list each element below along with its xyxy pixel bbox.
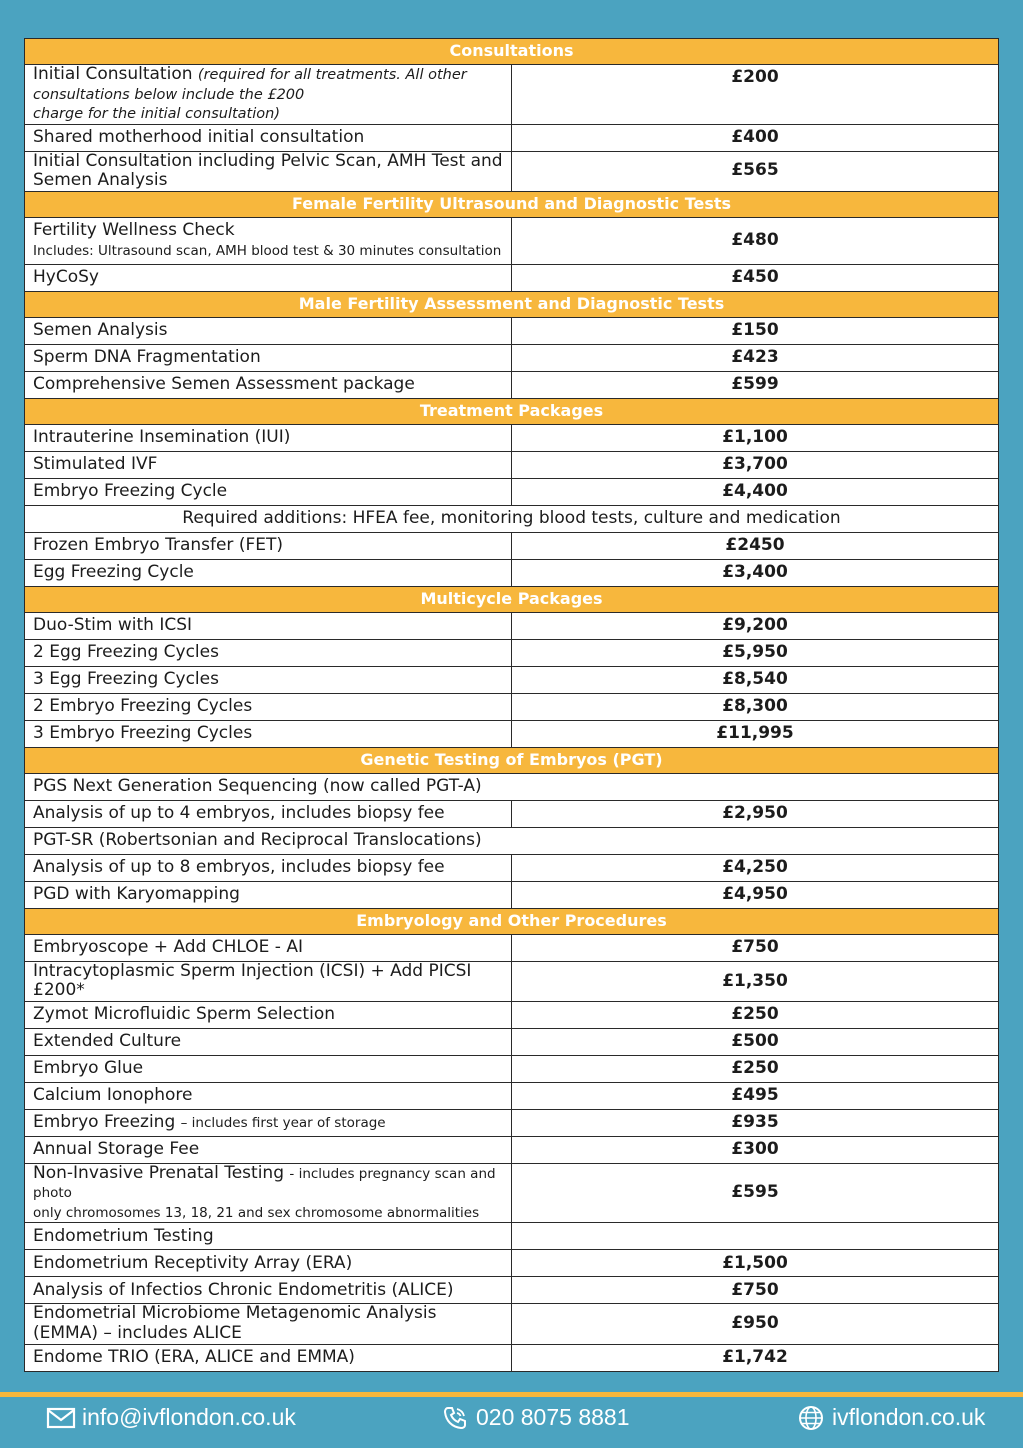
item-label: PGS Next Generation Sequencing (now called PGT-A) — [25, 773, 999, 800]
section-header-female: Female Fertility Ultrasound and Diagnostic Tests — [25, 191, 999, 217]
item-price: £750 — [512, 934, 999, 961]
item-label: Egg Freezing Cycle — [25, 559, 512, 586]
table-row — [25, 151, 999, 191]
item-price: £200 — [512, 65, 999, 125]
item-label: Zymot Microfluidic Sperm Selection — [25, 1001, 512, 1028]
item-price: £1,500 — [512, 1250, 999, 1277]
item-price: £935 — [512, 1109, 999, 1136]
table-row — [25, 1001, 999, 1028]
item-label: Embryo Freezing — [33, 1112, 176, 1133]
section-header-treatment: Treatment Packages — [25, 398, 999, 424]
item-price: £400 — [512, 124, 999, 151]
globe-icon — [796, 1405, 826, 1431]
item-label: Shared motherhood initial consultation — [25, 124, 512, 151]
table-row — [25, 666, 999, 693]
table-row — [25, 773, 999, 800]
item-label: Endometrium Receptivity Array (ERA) — [25, 1250, 512, 1277]
item-price: £8,540 — [512, 666, 999, 693]
price-list — [24, 38, 999, 1372]
item-label: Embryo Glue — [25, 1055, 512, 1082]
table-row — [25, 693, 999, 720]
table-row — [25, 1082, 999, 1109]
item-price-empty — [512, 1223, 999, 1250]
item-label: Extended Culture — [25, 1028, 512, 1055]
item-label: Sperm DNA Fragmentation — [25, 344, 512, 371]
item-price: £450 — [512, 264, 999, 291]
item-price: £300 — [512, 1136, 999, 1163]
item-price: £423 — [512, 344, 999, 371]
table-row — [25, 1136, 999, 1163]
item-price: £11,995 — [512, 720, 999, 747]
table-row — [25, 1109, 999, 1136]
item-price: £565 — [512, 151, 999, 191]
item-label: Analysis of up to 4 embryos, includes biopsy fee — [25, 800, 512, 827]
table-row — [25, 1223, 999, 1250]
item-note: (required for all treatments. All other consultations below include the £200 — [33, 67, 467, 103]
mail-icon — [46, 1405, 76, 1431]
item-label: Analysis of up to 8 embryos, includes biopsy fee — [25, 854, 512, 881]
item-note: charge for the initial consultation) — [33, 106, 280, 123]
item-label: Embryoscope + Add CHLOE - AI — [25, 934, 512, 961]
phone-link[interactable] — [440, 1404, 630, 1431]
item-price: £599 — [512, 371, 999, 398]
item-label: Endometrium Testing — [25, 1223, 512, 1250]
item-label: Intrauterine Insemination (IUI) — [25, 424, 512, 451]
item-price: £1,350 — [512, 961, 999, 1001]
item-label: PGT-SR (Robertsonian and Reciprocal Translocations) — [25, 827, 999, 854]
item-price: £250 — [512, 1055, 999, 1082]
item-note: Includes: Ultrasound scan, AMH blood test & 30 minutes consultation — [33, 242, 502, 259]
item-price: £9,200 — [512, 612, 999, 639]
item-label: Intracytoplasmic Sperm Injection (ICSI) + Add PICSI £200* — [25, 961, 512, 1001]
table-row — [25, 639, 999, 666]
phone-text: 020 8075 8881 — [476, 1404, 630, 1430]
table-row — [25, 317, 999, 344]
footer-stripe — [0, 1392, 1023, 1397]
table-row — [25, 1055, 999, 1082]
table-row — [25, 451, 999, 478]
table-row — [25, 424, 999, 451]
table-row — [25, 505, 999, 532]
table-row — [25, 371, 999, 398]
item-price: £500 — [512, 1028, 999, 1055]
item-price: £2450 — [512, 532, 999, 559]
table-row — [25, 559, 999, 586]
table-row — [25, 881, 999, 908]
section-header-multicycle: Multicycle Packages — [25, 586, 999, 612]
table-row — [25, 124, 999, 151]
item-label: Calcium Ionophore — [25, 1082, 512, 1109]
item-label: Embryo Freezing Cycle — [25, 478, 512, 505]
email-link[interactable] — [46, 1404, 296, 1431]
table-row — [25, 65, 999, 125]
item-label: 2 Egg Freezing Cycles — [25, 639, 512, 666]
item-label: Frozen Embryo Transfer (FET) — [25, 532, 512, 559]
table-row — [25, 264, 999, 291]
table-row — [25, 1277, 999, 1304]
table-row — [25, 532, 999, 559]
item-label: Duo-Stim with ICSI — [25, 612, 512, 639]
item-label: Comprehensive Semen Assessment package — [25, 371, 512, 398]
item-price: £3,400 — [512, 559, 999, 586]
item-price: £4,250 — [512, 854, 999, 881]
section-header-male: Male Fertility Assessment and Diagnostic Tests — [25, 291, 999, 317]
item-label: PGD with Karyomapping — [25, 881, 512, 908]
section-header-consultations: Consultations — [25, 39, 999, 65]
item-price: £1,100 — [512, 424, 999, 451]
table-row — [25, 344, 999, 371]
footer — [0, 1392, 1023, 1448]
phone-icon — [440, 1405, 470, 1431]
table-row — [25, 612, 999, 639]
item-price: £495 — [512, 1082, 999, 1109]
website-link[interactable] — [796, 1404, 985, 1431]
item-label: 3 Egg Freezing Cycles — [25, 666, 512, 693]
table-row — [25, 827, 999, 854]
section-header-embryology: Embryology and Other Procedures — [25, 908, 999, 934]
table-row — [25, 478, 999, 505]
table-row — [25, 1250, 999, 1277]
required-additions-note: Required additions: HFEA fee, monitoring blood tests, culture and medication — [25, 505, 999, 532]
item-price: £150 — [512, 317, 999, 344]
item-label: Fertility Wellness Check — [33, 220, 235, 241]
item-label: Stimulated IVF — [25, 451, 512, 478]
table-row — [25, 1028, 999, 1055]
item-label: Annual Storage Fee — [25, 1136, 512, 1163]
item-price: £250 — [512, 1001, 999, 1028]
item-label: Initial Consultation including Pelvic Scan, AMH Test and Semen Analysis — [25, 151, 512, 191]
item-price: £5,950 — [512, 639, 999, 666]
website-text: ivflondon.co.uk — [832, 1404, 986, 1430]
item-price: £1,742 — [512, 1344, 999, 1371]
item-label: HyCoSy — [25, 264, 512, 291]
item-label: 3 Embryo Freezing Cycles — [25, 720, 512, 747]
table-row — [25, 800, 999, 827]
item-label: Semen Analysis — [25, 317, 512, 344]
item-label: Initial Consultation — [33, 64, 193, 84]
item-price: £3,700 — [512, 451, 999, 478]
section-header-genetic: Genetic Testing of Embryos (PGT) — [25, 747, 999, 773]
item-price: £2,950 — [512, 800, 999, 827]
item-label: Endometrial Microbiome Metagenomic Analysis (EMMA) – includes ALICE — [25, 1304, 512, 1344]
item-label: Non-Invasive Prenatal Testing — [33, 1162, 284, 1183]
item-price: £4,400 — [512, 478, 999, 505]
table-row — [25, 720, 999, 747]
table-row — [25, 1163, 999, 1223]
item-price: £750 — [512, 1277, 999, 1304]
item-note: – includes first year of storage — [180, 1115, 386, 1132]
item-label: Endome TRIO (ERA, ALICE and EMMA) — [25, 1344, 512, 1371]
table-row — [25, 1344, 999, 1371]
table-row — [25, 961, 999, 1001]
item-price: £950 — [512, 1304, 999, 1344]
table-row — [25, 217, 999, 264]
item-note: - includes pregnancy scan and photo — [33, 1165, 496, 1202]
email-text: info@ivflondon.co.uk — [82, 1404, 296, 1430]
item-price: £480 — [512, 217, 999, 264]
item-price: £595 — [512, 1163, 999, 1223]
item-price: £8,300 — [512, 693, 999, 720]
item-price: £4,950 — [512, 881, 999, 908]
item-label: Analysis of Infectios Chronic Endometritis (ALICE) — [25, 1277, 512, 1304]
table-row — [25, 854, 999, 881]
item-note: only chromosomes 13, 18, 21 and sex chromosome abnormalities — [33, 1204, 480, 1221]
table-row — [25, 934, 999, 961]
price-table — [24, 38, 999, 1372]
table-row — [25, 1304, 999, 1344]
item-label: 2 Embryo Freezing Cycles — [25, 693, 512, 720]
